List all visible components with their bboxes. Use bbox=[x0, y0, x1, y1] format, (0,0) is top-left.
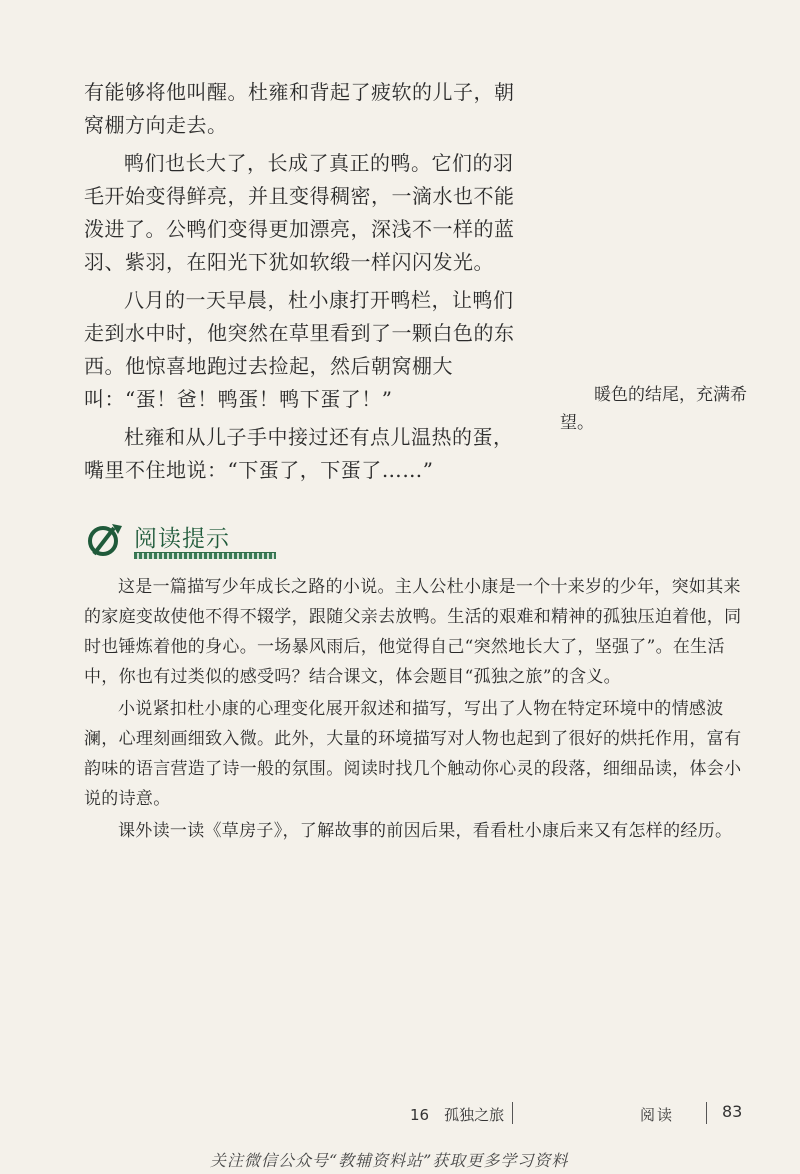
story-text bbox=[84, 76, 524, 492]
section-title: 阅读提示 bbox=[134, 526, 230, 552]
page-footer bbox=[0, 1100, 800, 1130]
footer-section-name: 阅读 bbox=[640, 1106, 675, 1124]
reading-tips-icon bbox=[86, 520, 126, 560]
story-paragraph: 八月的一天早晨，杜小康打开鸭栏，让鸭们走到水中时，他突然在草里看到了一颗白色的东西。他惊喜地跑过去捡起，然后朝窝棚大叫：“蛋！爸！鸭蛋！鸭下蛋了！” bbox=[84, 288, 515, 411]
story-paragraph: 有能够将他叫醒。杜雍和背起了疲软的儿子，朝窝棚方向走去。 bbox=[84, 80, 515, 137]
reading-tips-heading bbox=[86, 518, 286, 562]
story-paragraph: 杜雍和从儿子手中接过还有点儿温热的蛋，嘴里不住地说：“下蛋了，下蛋了……” bbox=[84, 425, 514, 482]
tips-paragraph: 小说紧扣杜小康的心理变化展开叙述和描写，写出了人物在特定环境中的情感波澜，心理刻画细致入微。此外，大量的环境描写对人物也起到了很好的烘托作用，富有韵味的语言营造了诗一般的氛围。阅读时找几个触动你心灵的段落，细细品读，体会小说的诗意。 bbox=[84, 699, 742, 809]
footer-divider bbox=[512, 1102, 513, 1124]
lesson-label: 16 孤独之旅 bbox=[410, 1106, 505, 1124]
watermark-text: 关注微信公众号“教辅资料站”获取更多学习资料 bbox=[210, 1151, 569, 1170]
tips-paragraph: 这是一篇描写少年成长之路的小说。主人公杜小康是一个十来岁的少年，突如其来的家庭变故使他不得不辍学，跟随父亲去放鸭。生活的艰难和精神的孤独压迫着他，同时也锤炼着他的身心。一场暴风雨后，他觉得自己“突然地长大了，坚强了”。在生活中，你也有过类似的感受吗？结合课文，体会题目“孤独之旅”的含义。 bbox=[84, 577, 742, 687]
footer-divider bbox=[706, 1102, 707, 1124]
section-title-underline bbox=[134, 552, 276, 559]
margin-annotation: 暖色的结尾，充满希望。 bbox=[560, 385, 747, 433]
reading-tips-body bbox=[84, 572, 754, 848]
tips-paragraph: 课外读一读《草房子》，了解故事的前因后果，看看杜小康后来又有怎样的经历。 bbox=[118, 821, 733, 841]
page-number: 83 bbox=[722, 1102, 743, 1121]
story-paragraph: 鸭们也长大了，长成了真正的鸭。它们的羽毛开始变得鲜亮，并且变得稠密，一滴水也不能泼进了。公鸭们变得更加漂亮，深浅不一样的蓝羽、紫羽，在阳光下犹如软缎一样闪闪发光。 bbox=[84, 151, 515, 274]
